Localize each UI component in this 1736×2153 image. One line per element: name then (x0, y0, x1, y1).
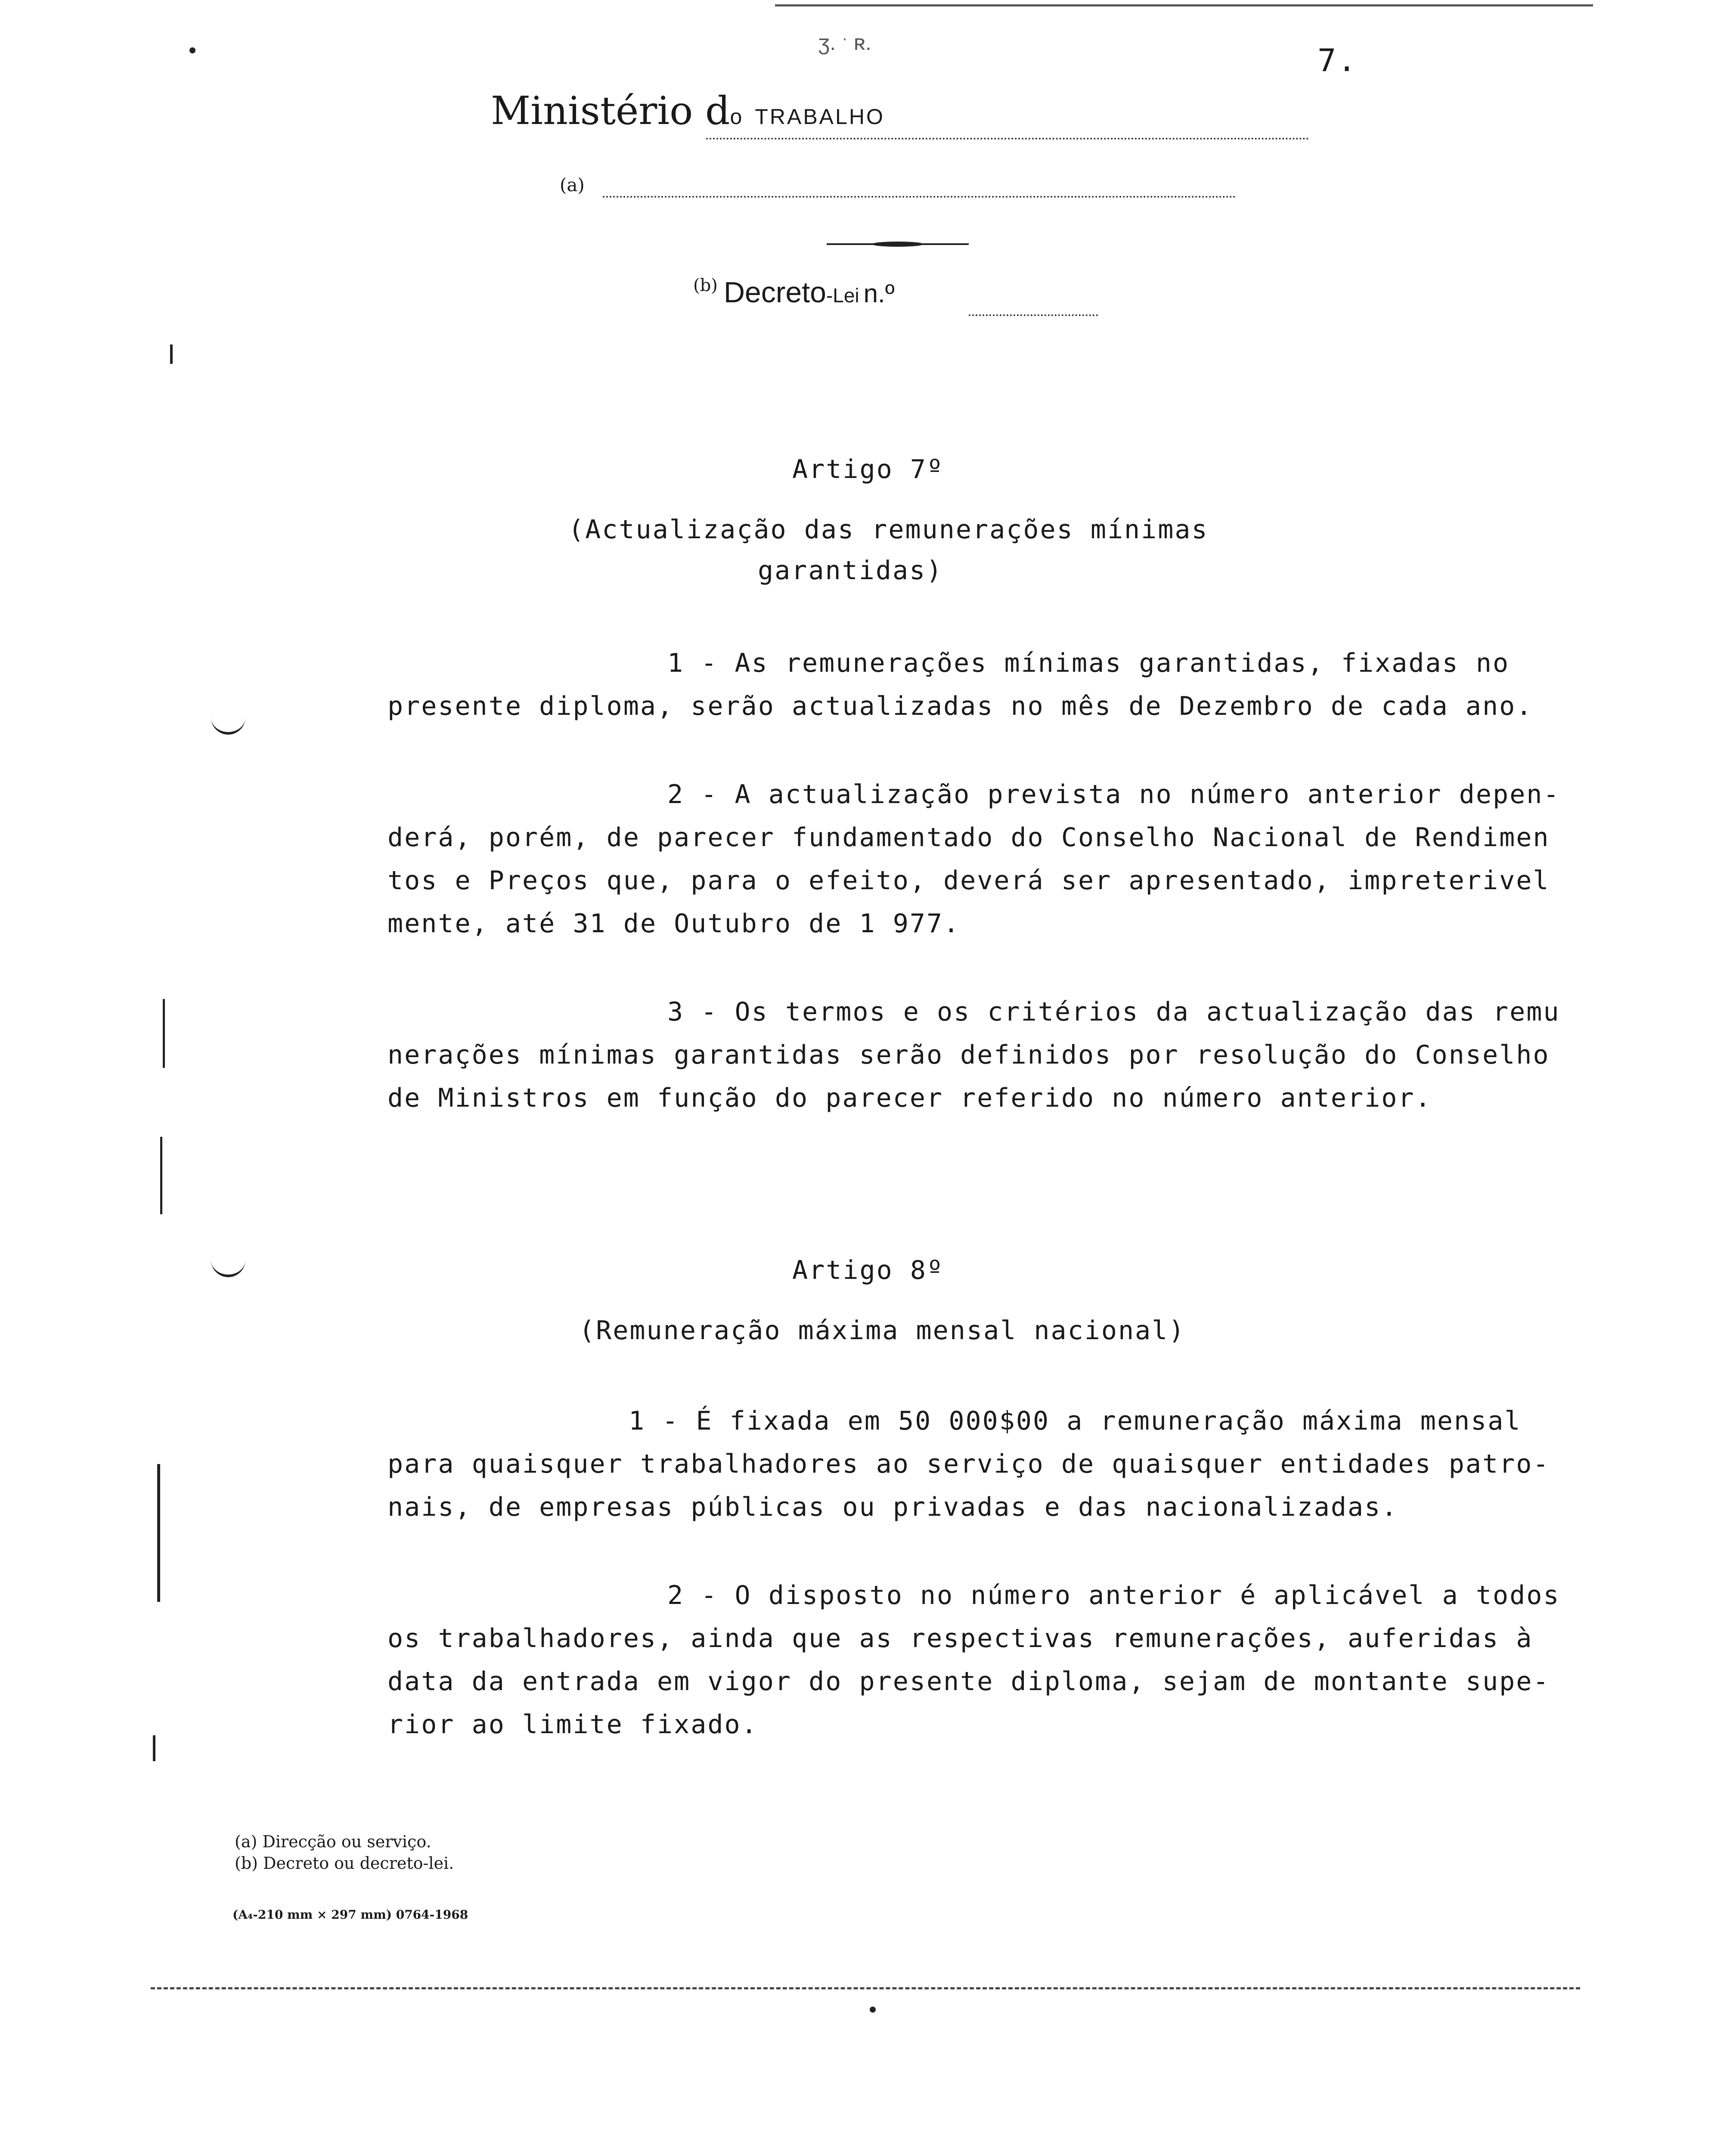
artigo8-p2-line: os trabalhadores, ainda que as respectivas remunerações, auferidas à (388, 1623, 1533, 1654)
form-code: (A₄-210 mm × 297 mm) 0764-1968 (232, 1908, 468, 1922)
footnote-b: (b) Decreto ou decreto-lei. (235, 1854, 454, 1873)
artigo8-p1-line: 1 - É fixada em 50 000$00 a remuneração máxima mensal (629, 1406, 1522, 1436)
artigo7-paragraph-3 (388, 990, 1628, 1120)
artigo7-p1-line: presente diploma, serão actualizadas no mês de Dezembro de cada ano. (388, 691, 1533, 721)
decreto-suffix: -Lei (826, 284, 859, 307)
margin-line-4 (153, 1735, 155, 1761)
ministry-suffix: o (730, 105, 742, 129)
artigo8-p1-line: nais, de empresas públicas ou privadas e das nacionalizadas. (388, 1492, 1398, 1522)
artigo7-p2-line: tos e Preços que, para o efeito, deverá ser apresentado, impreterivel (388, 866, 1550, 896)
artigo8-p1-line: para quaisquer trabalhadores ao serviço de quaisquer entidades patro- (388, 1449, 1550, 1479)
margin-line-2 (160, 1137, 162, 1214)
artigo7-p2-line: 2 - A actualização prevista no número anterior depen- (667, 779, 1560, 810)
artigo7-paragraph-1 (388, 642, 1628, 728)
artigo8-p2-line: rior ao limite fixado. (388, 1709, 758, 1740)
artigo7-p3-line: 3 - Os termos e os critérios da actualização das remu (667, 997, 1560, 1027)
numero-label: n.º (863, 279, 895, 308)
binding-hole-mark-1 (211, 715, 245, 735)
decreto-dotted-line (969, 314, 1098, 316)
bottom-edge-rule (151, 1987, 1580, 1989)
label-a-dotted-line (603, 196, 1236, 198)
ministry-dotted-line (706, 138, 1309, 140)
punch-dot-bottom (870, 2007, 876, 2013)
artigo7-p3-line: nerações mínimas garantidas serão definidos por resolução do Conselho (388, 1040, 1550, 1070)
margin-line-1 (163, 999, 165, 1068)
footnote-a: (a) Direcção ou serviço. (235, 1832, 431, 1851)
artigo7-p1-line: 1 - As remunerações mínimas garantidas, fixadas no (667, 648, 1510, 678)
ministry-name: TRABALHO (755, 105, 885, 129)
artigo7-subtitle-line2: garantidas) (758, 555, 943, 586)
artigo7-p2-line: mente, até 31 de Outubro de 1 977. (388, 909, 961, 939)
ministry-prefix: Ministério d (491, 88, 730, 133)
top-edge-rule (775, 4, 1593, 6)
artigo8-paragraph-2 (388, 1574, 1628, 1746)
label-a: (a) (560, 174, 585, 195)
artigo7-title: Artigo 7º (792, 454, 944, 484)
artigo7-p2-line: derá, porém, de parecer fundamentado do Conselho Nacional de Rendimen (388, 822, 1550, 853)
ministry-heading (491, 88, 885, 133)
artigo8-title: Artigo 8º (792, 1255, 944, 1285)
artigo7-paragraph-2 (388, 773, 1628, 945)
artigo7-p3-line: de Ministros em função do parecer referido no número anterior. (388, 1083, 1432, 1113)
top-marks: ʒ. ˑ ʀ. (818, 31, 871, 55)
binding-hole-mark-2 (211, 1257, 245, 1277)
punch-dot-top (189, 47, 195, 53)
page-number: 7. (1318, 42, 1358, 78)
margin-line-3 (157, 1464, 160, 1602)
artigo7-subtitle-line1: (Actualização das remunerações mínimas (568, 515, 1209, 545)
artigo8-p2-line: data da entrada em vigor do presente diploma, sejam de montante supe- (388, 1666, 1550, 1697)
label-b: (b) (693, 276, 718, 295)
artigo8-subtitle: (Remuneração máxima mensal nacional) (579, 1315, 1186, 1346)
margin-tick (170, 344, 173, 364)
artigo8-paragraph-1 (388, 1399, 1628, 1529)
decreto-heading (693, 276, 895, 309)
artigo8-p2-line: 2 - O disposto no número anterior é aplicável a todos (667, 1580, 1560, 1610)
decreto-prefix: Decreto (723, 276, 826, 309)
header-ornament (827, 241, 969, 246)
